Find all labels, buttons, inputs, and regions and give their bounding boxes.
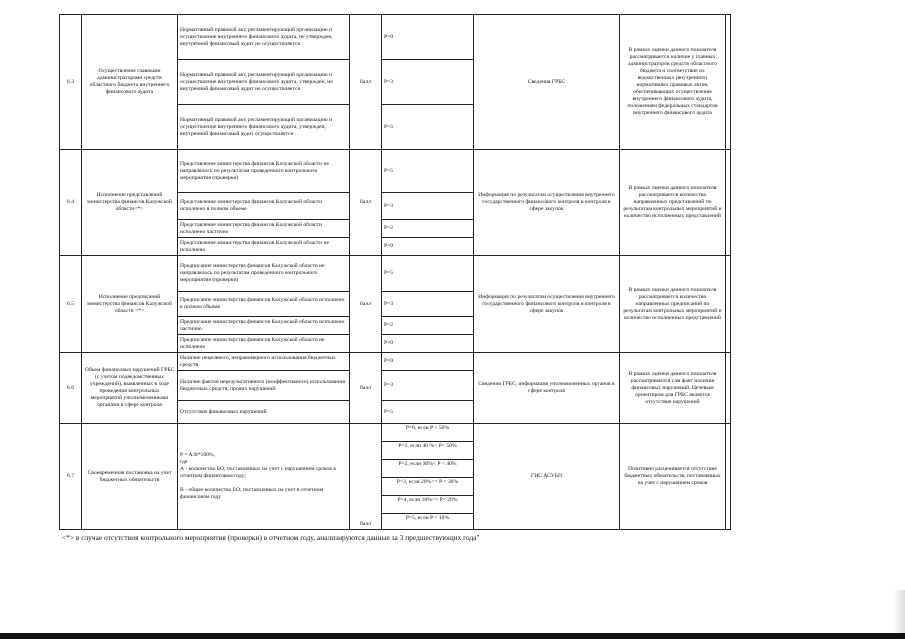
comment: В рамках оценки данного показателя рассматривается наличие у главных администраторов средств областного бюджета и соответствие их ведомственных (внутренних) нормативных правовых актов, обеспечивающих осуществление внутреннего финансового аудита, положениям федеральных стандартов внутреннего финансового аудита (620, 15, 726, 150)
formula-cell (178, 424, 350, 530)
blank-cell (726, 424, 731, 530)
indicator-name: Осуществление главными администраторами средств областного бюджета внутреннего финансового аудита (82, 15, 178, 150)
criterion-value: P=2 (382, 317, 474, 335)
unit: балл (350, 424, 382, 530)
data-source: ГИС АСУБП (474, 424, 620, 530)
value-item: P=0, если P > 50% (382, 424, 473, 442)
criterion-text: Наличие нецелевого, неправомерного использования бюджетных средств (178, 353, 350, 371)
indicator-name: Объем финансовых нарушений ГРБС (с учетом подведомственных учреждений), выявленных в ходе проведения контрольных мероприятий уполномоченными органами в сфере контроля (82, 353, 178, 424)
criterion-value: P=5 (382, 401, 474, 424)
criterion-text: Отсутствие финансовых нарушений (178, 401, 350, 424)
indicator-name: Своевременная постановка на учет бюджетных обязательств (82, 424, 178, 530)
data-source: Сведения ГРБС (474, 15, 620, 150)
criterion-value: P=5 (382, 105, 474, 150)
criterion-text: Нормативный правовой акт, регламентирующий организацию и осуществление внутреннего финансового аудита, утвержден, внутренний финансовый аудит осуществляется (178, 105, 350, 150)
criterion-text: Представление министерства финансов Калужской области исполнено в полном объеме (178, 193, 350, 220)
criterion-text: Представление министерства финансов Калужской области не направлялось по результатам проведенного контрольного мероприятия (проверки) (178, 150, 350, 193)
formula-b: В - общее количество БО, поставленных на учет в отчетном финансовом году (180, 487, 323, 500)
formula: P = A/B*100%, (180, 452, 216, 458)
blank-cell (726, 150, 731, 256)
scan-border (0, 633, 905, 639)
criterion-value: P=3 (382, 193, 474, 220)
criterion-value: P=2 (382, 220, 474, 238)
unit: балл (350, 353, 382, 424)
criterion-text: Представление министерства финансов Калужской области не исполнено (178, 238, 350, 256)
criterion-value: P=0 (382, 15, 474, 60)
criterion-text: Предписание министерства финансов Калужской области не исполнено (178, 335, 350, 353)
criterion-value: P=5 (382, 256, 474, 292)
value-item: P=4, если 10%<= P< 20% (382, 496, 473, 514)
row-number: 6.7 (60, 424, 82, 530)
value-item: P=2, если 30%< P < 40% (382, 460, 473, 478)
comment: В рамках оценки данного показателя рассматривается количество направленных предписаний по результатам контрольных мероприятий и количество исполненных представлений (620, 256, 726, 353)
row-number: 6.4 (60, 150, 82, 256)
value-list (382, 424, 474, 530)
criterion-text: Предписание министерства финансов Калужской области не направлялось по результатам проведенного контрольного мероприятия (проверки) (178, 256, 350, 292)
criterion-value: P=0 (382, 353, 474, 371)
comment: В рамках оценки данного показателя рассматривается сам факт наличия финансовых нарушений. Целевым ориентиром для ГРБС является отсутствие нарушений (620, 353, 726, 424)
unit: балл (350, 15, 382, 150)
value-item: P=3, если 20%<= P < 30% (382, 478, 473, 496)
indicator-name: Исполнение представлений министерства финансов Калужской области<*> (82, 150, 178, 256)
criterion-value: P=5 (382, 150, 474, 193)
criterion-value: P=3 (382, 292, 474, 317)
criterion-text: Наличие фактов нерезультативного (неэффективного) использования бюджетных средств, прочих нарушений (178, 371, 350, 401)
row-number: 6.3 (60, 15, 82, 150)
criterion-text: Нормативный правовой акт, регламентирующий организацию и осуществление внутреннего финансового аудита, утвержден, но внутренний финансовый аудит не осуществляется (178, 60, 350, 105)
blank-cell (726, 353, 731, 424)
criterion-text: Нормативный правовой акт, регламентирующий организацию и осуществление внутреннего финансового аудита, не утвержден, внутренний финансовый аудит не осуществляется (178, 15, 350, 60)
data-source: Информация по результатам осуществления внутреннего государственного финансового контроля и контроля в сфере закупок (474, 150, 620, 256)
criterion-text: Представление министерства финансов Калужской области исполнено частично (178, 220, 350, 238)
unit: балл (350, 256, 382, 353)
data-source: Информация по результатам осуществления внутреннего государственного финансового контроля и контроля в сфере закупок (474, 256, 620, 353)
value-item: P=5, если P < 10% (405, 515, 450, 521)
criterion-value: P=3 (382, 60, 474, 105)
indicator-name: Исполнение предписаний министерства финансов Калужской области <*> (82, 256, 178, 353)
indicator-table (59, 14, 731, 530)
footnote: <*> в случае отсутствия контрольного мероприятия (проверки) в отчетном году, анализируются данные за 3 предшествующих года" (62, 533, 480, 542)
blank-cell (726, 256, 731, 353)
scan-edge (893, 590, 905, 633)
comment: Позитивно расценивается отсутствие бюджетных обязательств, поставленных на учет с нарушением сроков (620, 424, 726, 530)
data-source: Сведения ГРБС, информация уполномоченных органов в сфере контроля (474, 353, 620, 424)
criterion-value: P=0 (382, 238, 474, 256)
criterion-text: Предписание министерства финансов Калужской области исполнено в полном объеме (178, 292, 350, 317)
formula-a: А - количество БО, поставленных на учет с нарушением сроков в отчетном финансовом году; (180, 466, 336, 479)
formula-where: где (180, 459, 188, 465)
criterion-value: P=3 (382, 371, 474, 401)
comment: В рамках оценки данного показателя рассматривается количество направленных представлений по результатам контрольных мероприятий и количество исполненных представлений (620, 150, 726, 256)
value-item: P=1, если 40 %< P< 50% (382, 442, 473, 460)
blank-cell (726, 15, 731, 150)
criterion-text: Предписание министерства финансов Калужской области исполнено частично (178, 317, 350, 335)
row-number: 6.6 (60, 353, 82, 424)
criterion-value: P=0 (382, 335, 474, 353)
unit: балл (350, 150, 382, 256)
row-number: 6.5 (60, 256, 82, 353)
